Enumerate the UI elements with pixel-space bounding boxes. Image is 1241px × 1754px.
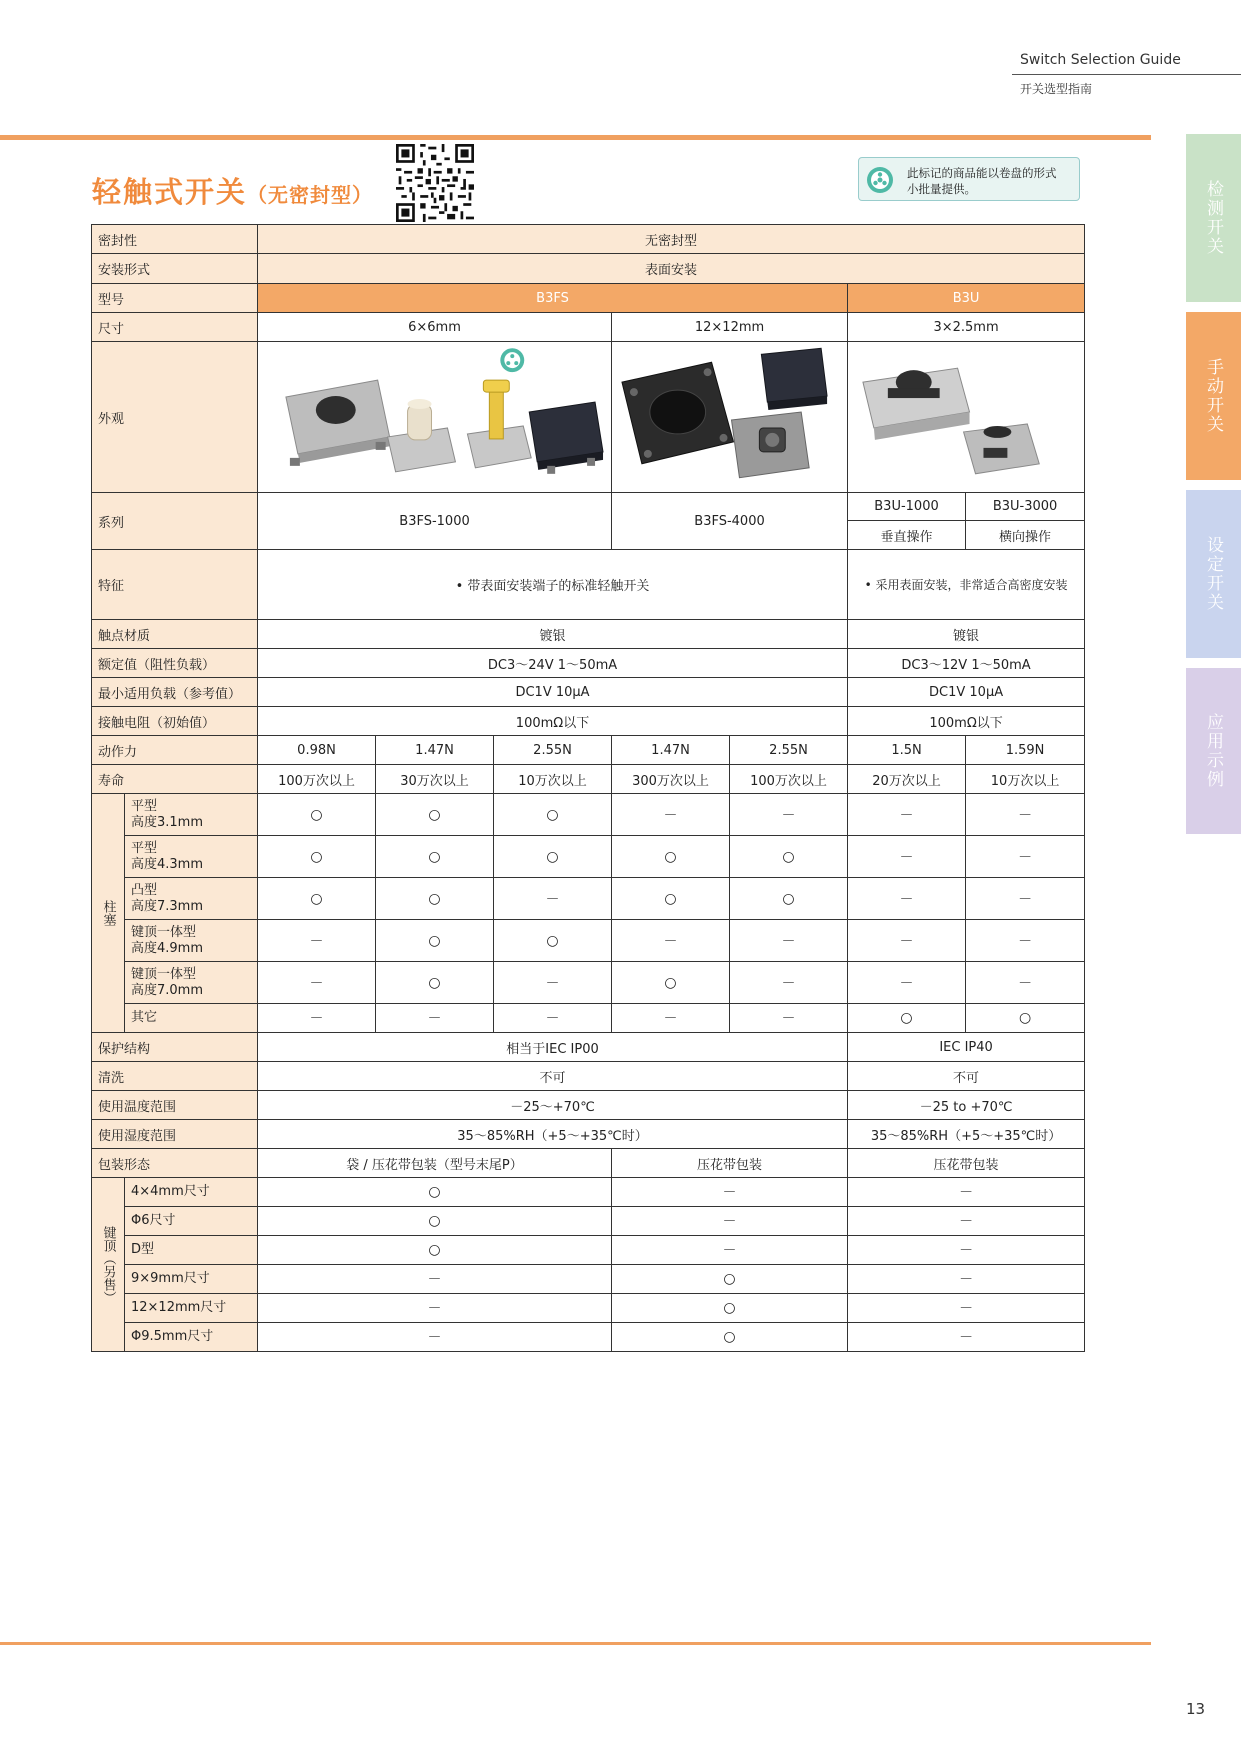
- reel-marker-icon: [500, 348, 524, 372]
- availability-mark: ○: [612, 1265, 848, 1294]
- guide-title-cn: 开关选型指南: [1020, 82, 1093, 96]
- availability-mark: －: [258, 1265, 612, 1294]
- keytop-row: [92, 1294, 1085, 1323]
- life-cell: 100万次以上: [258, 765, 376, 794]
- packaging-b3fs-1000: 袋 / 压花带包装（型号末尾P）: [258, 1149, 612, 1178]
- availability-mark: ○: [376, 836, 494, 878]
- label-temperature: 使用温度范围: [92, 1091, 258, 1120]
- tab-application-examples[interactable]: 应用示例: [1186, 668, 1241, 834]
- availability-mark: ○: [376, 962, 494, 1004]
- reel-notice: [858, 157, 1080, 201]
- min-load-b3u: DC1V 10μA: [848, 678, 1085, 707]
- availability-mark: －: [848, 878, 966, 920]
- page-subtitle: （无密封型）: [247, 183, 374, 207]
- label-min-load: 最小适用负载（参考值）: [92, 678, 258, 707]
- row-appearance: [92, 342, 1085, 493]
- reel-notice-text: 此标记的商品能以卷盘的形式 小批量提供。: [907, 166, 1057, 196]
- label-size: 尺寸: [92, 313, 258, 342]
- row-protection: [92, 1033, 1085, 1062]
- life-cell: 10万次以上: [494, 765, 612, 794]
- row-rating: [92, 649, 1085, 678]
- availability-mark: ○: [494, 836, 612, 878]
- row-mount: [92, 254, 1085, 284]
- size-3x25: 3×2.5mm: [848, 313, 1085, 342]
- label-keytop: 键顶（另售）: [92, 1178, 125, 1352]
- availability-mark: －: [848, 1265, 1085, 1294]
- label-rating: 额定值（阻性负载）: [92, 649, 258, 678]
- plunger-type: 凸型 高度7.3mm: [125, 878, 258, 920]
- label-contact-resistance: 接触电阻（初始值）: [92, 707, 258, 736]
- availability-mark: ○: [612, 962, 730, 1004]
- humidity-b3fs: 35～85%RH（+5～+35℃时）: [258, 1120, 848, 1149]
- switch-photo-6mm: [258, 342, 611, 488]
- temp-b3fs: －25～+70℃: [258, 1091, 848, 1120]
- availability-mark: －: [258, 1323, 612, 1352]
- plunger-row: [92, 962, 1085, 1004]
- label-appearance: 外观: [92, 342, 258, 493]
- row-contact-resistance: [92, 707, 1085, 736]
- keytop-row: [92, 1207, 1085, 1236]
- label-model: 型号: [92, 284, 258, 313]
- keytop-row: [92, 1178, 1085, 1207]
- top-accent-bar: [0, 135, 1151, 140]
- availability-mark: ○: [494, 794, 612, 836]
- keytop-type: D型: [125, 1236, 258, 1265]
- qr-code-icon[interactable]: [396, 144, 474, 222]
- size-12x12: 12×12mm: [612, 313, 848, 342]
- page-number: 13: [1186, 1700, 1206, 1718]
- photo-b3fs-4000: [612, 342, 848, 493]
- availability-mark: －: [966, 836, 1085, 878]
- availability-mark: －: [966, 878, 1085, 920]
- row-packaging: [92, 1149, 1085, 1178]
- keytop-type: 12×12mm尺寸: [125, 1294, 258, 1323]
- row-seal: [92, 225, 1085, 254]
- plunger-row: [92, 920, 1085, 962]
- availability-mark: ○: [612, 836, 730, 878]
- availability-mark: ○: [494, 920, 612, 962]
- availability-mark: ○: [376, 920, 494, 962]
- contact-res-b3u: 100mΩ以下: [848, 707, 1085, 736]
- availability-mark: －: [730, 920, 848, 962]
- keytop-row: [92, 1265, 1085, 1294]
- availability-mark: －: [258, 962, 376, 1004]
- force-cell: 2.55N: [494, 736, 612, 765]
- size-6x6: 6×6mm: [258, 313, 612, 342]
- reel-icon: [866, 166, 894, 194]
- availability-mark: －: [258, 1004, 376, 1033]
- series-b3u-3000: B3U-3000: [966, 493, 1085, 521]
- humidity-b3u: 35～85%RH（+5～+35℃时）: [848, 1120, 1085, 1149]
- protection-b3fs: 相当于IEC IP00: [258, 1033, 848, 1062]
- label-humidity: 使用湿度范围: [92, 1120, 258, 1149]
- label-force: 动作力: [92, 736, 258, 765]
- row-model: [92, 284, 1085, 313]
- life-cell: 300万次以上: [612, 765, 730, 794]
- availability-mark: ○: [258, 878, 376, 920]
- availability-mark: －: [612, 1236, 848, 1265]
- contact-res-b3fs: 100mΩ以下: [258, 707, 848, 736]
- keytop-row: [92, 1236, 1085, 1265]
- row-temperature: [92, 1091, 1085, 1120]
- op-vertical: 垂直操作: [848, 521, 966, 550]
- keytop-type: 9×9mm尺寸: [125, 1265, 258, 1294]
- series-b3fs-4000: B3FS-4000: [612, 493, 848, 550]
- availability-mark: ○: [258, 1178, 612, 1207]
- photo-b3u: [848, 342, 1085, 493]
- label-wash: 清洗: [92, 1062, 258, 1091]
- temp-b3u: －25 to +70℃: [848, 1091, 1085, 1120]
- availability-mark: －: [730, 794, 848, 836]
- op-horizontal: 横向操作: [966, 521, 1085, 550]
- plunger-row: [92, 878, 1085, 920]
- availability-mark: －: [966, 962, 1085, 1004]
- keytop-type: Φ9.5mm尺寸: [125, 1323, 258, 1352]
- label-seal: 密封性: [92, 225, 258, 254]
- force-cell: 0.98N: [258, 736, 376, 765]
- availability-mark: ○: [376, 878, 494, 920]
- availability-mark: －: [494, 1004, 612, 1033]
- label-mount: 安装形式: [92, 254, 258, 284]
- force-cell: 1.47N: [612, 736, 730, 765]
- availability-mark: ○: [376, 794, 494, 836]
- label-packaging: 包装形态: [92, 1149, 258, 1178]
- life-cell: 20万次以上: [848, 765, 966, 794]
- availability-mark: －: [612, 1178, 848, 1207]
- guide-title-en: Switch Selection Guide: [1020, 52, 1181, 68]
- availability-mark: ○: [612, 1323, 848, 1352]
- row-size: [92, 313, 1085, 342]
- wash-b3fs: 不可: [258, 1062, 848, 1091]
- force-cell: 1.59N: [966, 736, 1085, 765]
- availability-mark: －: [258, 1294, 612, 1323]
- plunger-type: 其它: [125, 1004, 258, 1033]
- plunger-row: [92, 794, 1085, 836]
- availability-mark: －: [848, 1294, 1085, 1323]
- keytop-row: [92, 1323, 1085, 1352]
- photo-b3fs-1000: [258, 342, 612, 493]
- keytop-type: Φ6尺寸: [125, 1207, 258, 1236]
- contact-b3u: 镀银: [848, 620, 1085, 649]
- plunger-type: 键顶一体型 高度4.9mm: [125, 920, 258, 962]
- label-protection: 保护结构: [92, 1033, 258, 1062]
- plunger-type: 平型 高度4.3mm: [125, 836, 258, 878]
- life-cell: 10万次以上: [966, 765, 1085, 794]
- availability-mark: －: [966, 794, 1085, 836]
- plunger-row: [92, 1004, 1085, 1033]
- availability-mark: －: [612, 1207, 848, 1236]
- availability-mark: －: [848, 1207, 1085, 1236]
- packaging-b3u: 压花带包装: [848, 1149, 1085, 1178]
- packaging-b3fs-4000: 压花带包装: [612, 1149, 848, 1178]
- availability-mark: ○: [730, 878, 848, 920]
- min-load-b3fs: DC1V 10μA: [258, 678, 848, 707]
- availability-mark: －: [258, 920, 376, 962]
- availability-mark: －: [848, 1178, 1085, 1207]
- availability-mark: ○: [258, 1236, 612, 1265]
- label-features: 特征: [92, 550, 258, 620]
- row-wash: [92, 1062, 1085, 1091]
- availability-mark: －: [848, 1323, 1085, 1352]
- label-life: 寿命: [92, 765, 258, 794]
- tab-detection-switch[interactable]: 检测开关: [1186, 134, 1241, 302]
- spec-table: [91, 224, 1085, 1352]
- label-contact: 触点材质: [92, 620, 258, 649]
- availability-mark: －: [848, 836, 966, 878]
- availability-mark: －: [848, 794, 966, 836]
- plunger-type: 平型 高度3.1mm: [125, 794, 258, 836]
- availability-mark: －: [494, 962, 612, 1004]
- availability-mark: ○: [966, 1004, 1085, 1033]
- rating-b3u: DC3～12V 1～50mA: [848, 649, 1085, 678]
- row-force: [92, 736, 1085, 765]
- header-divider: [1012, 74, 1241, 75]
- tab-manual-switch[interactable]: 手动开关: [1186, 312, 1241, 480]
- contact-b3fs: 镀银: [258, 620, 848, 649]
- availability-mark: ○: [258, 1207, 612, 1236]
- model-b3u: B3U: [848, 284, 1085, 313]
- wash-b3u: 不可: [848, 1062, 1085, 1091]
- protection-b3u: IEC IP40: [848, 1033, 1085, 1062]
- availability-mark: ○: [258, 836, 376, 878]
- row-features: [92, 550, 1085, 620]
- series-b3u-1000: B3U-1000: [848, 493, 966, 521]
- series-b3fs-1000: B3FS-1000: [258, 493, 612, 550]
- force-cell: 1.47N: [376, 736, 494, 765]
- availability-mark: －: [730, 1004, 848, 1033]
- availability-mark: ○: [612, 1294, 848, 1323]
- row-life: [92, 765, 1085, 794]
- availability-mark: －: [612, 794, 730, 836]
- row-contact: [92, 620, 1085, 649]
- availability-mark: －: [848, 920, 966, 962]
- availability-mark: ○: [848, 1004, 966, 1033]
- availability-mark: ○: [612, 878, 730, 920]
- rating-b3fs: DC3～24V 1～50mA: [258, 649, 848, 678]
- availability-mark: ○: [258, 794, 376, 836]
- availability-mark: －: [848, 1236, 1085, 1265]
- row-min-load: [92, 678, 1085, 707]
- page-title: 轻触式开关（无密封型）: [92, 175, 374, 209]
- force-cell: 2.55N: [730, 736, 848, 765]
- availability-mark: －: [494, 878, 612, 920]
- keytop-type: 4×4mm尺寸: [125, 1178, 258, 1207]
- label-series: 系列: [92, 493, 258, 550]
- plunger-row: [92, 836, 1085, 878]
- features-b3u: • 采用表面安装，非常适合高密度安装: [848, 550, 1085, 620]
- row-humidity: [92, 1120, 1085, 1149]
- tab-setting-switch[interactable]: 设定开关: [1186, 490, 1241, 658]
- availability-mark: －: [612, 1004, 730, 1033]
- switch-photo-3mm: [848, 342, 1084, 488]
- life-cell: 30万次以上: [376, 765, 494, 794]
- value-seal: 无密封型: [258, 225, 1085, 254]
- availability-mark: ○: [730, 836, 848, 878]
- availability-mark: －: [966, 920, 1085, 962]
- features-b3fs: • 带表面安装端子的标准轻触开关: [258, 550, 848, 620]
- availability-mark: －: [730, 962, 848, 1004]
- row-series-a: [92, 493, 1085, 521]
- plunger-type: 键顶一体型 高度7.0mm: [125, 962, 258, 1004]
- availability-mark: －: [376, 1004, 494, 1033]
- force-cell: 1.5N: [848, 736, 966, 765]
- value-mount: 表面安装: [258, 254, 1085, 284]
- availability-mark: －: [848, 962, 966, 1004]
- bottom-accent-bar: [0, 1642, 1151, 1645]
- label-plunger: 柱塞: [92, 794, 125, 1033]
- model-b3fs: B3FS: [258, 284, 848, 313]
- switch-photo-12mm: [612, 342, 847, 488]
- life-cell: 100万次以上: [730, 765, 848, 794]
- availability-mark: －: [612, 920, 730, 962]
